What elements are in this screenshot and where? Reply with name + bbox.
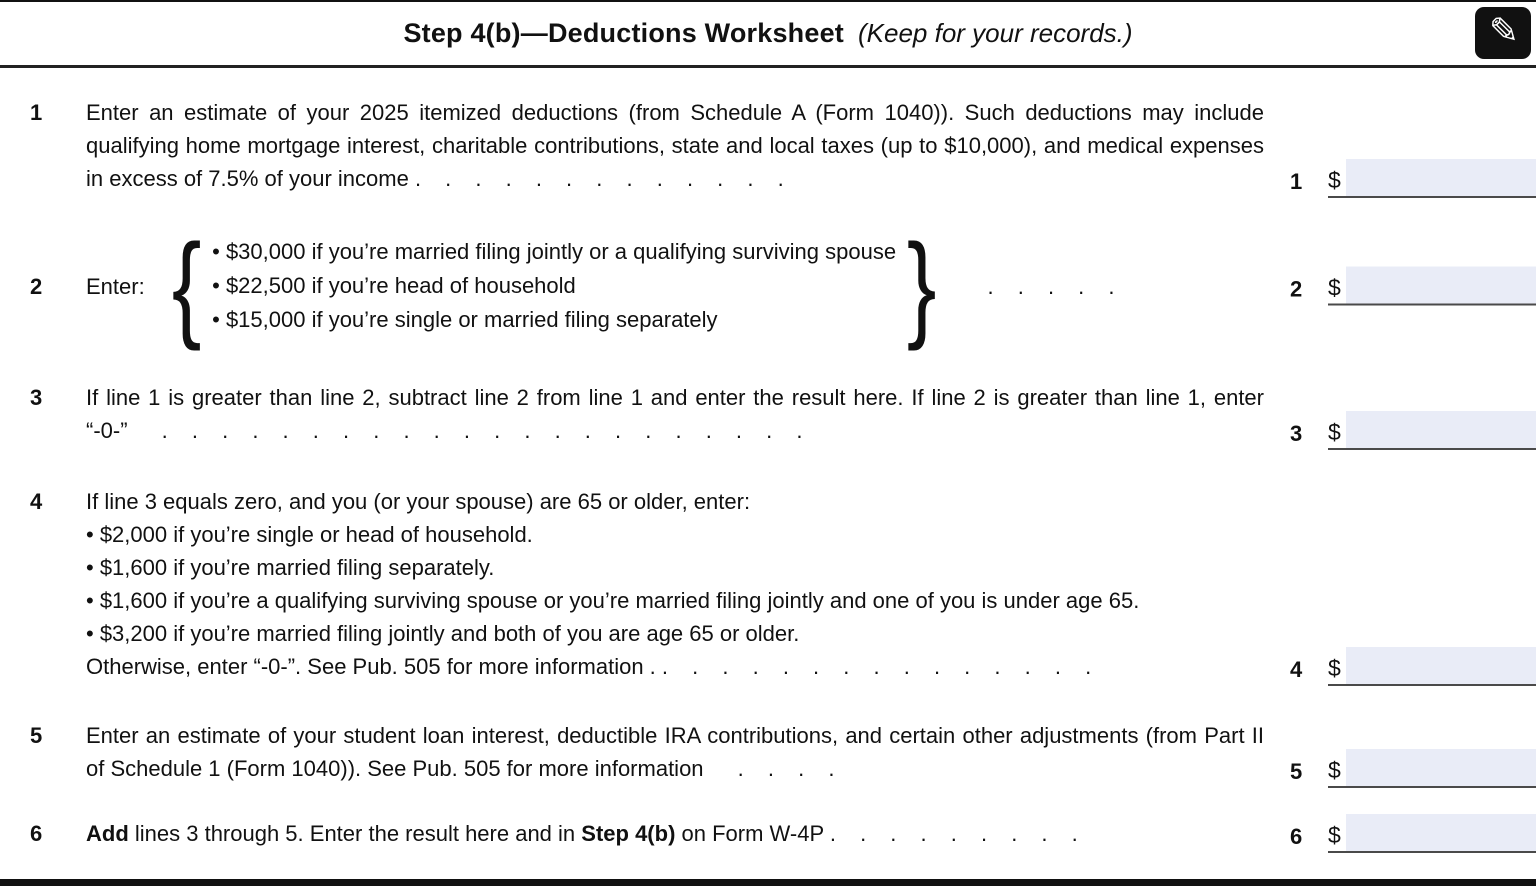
line-5-money bbox=[1328, 749, 1536, 788]
line-1-entry bbox=[1290, 159, 1536, 198]
dollar-sign: $ bbox=[1328, 757, 1341, 784]
line-5-entry-number: 5 bbox=[1290, 759, 1303, 785]
bullet-item: • $2,000 if you’re single or head of household. bbox=[86, 522, 533, 548]
bottom-divider bbox=[0, 879, 1536, 886]
line-3-number: 3 bbox=[30, 385, 43, 411]
line-3-entry bbox=[1290, 411, 1536, 450]
amount-field-4[interactable] bbox=[1346, 647, 1536, 684]
line-1-row bbox=[30, 96, 1536, 195]
line-1-number: 1 bbox=[30, 100, 43, 125]
line-3-text: If line 1 is greater than line 2, subtract line 2 from line 1 and enter the result here. If line 2 is greater than line 1, enter “-0-” . . . . . . . . . . . . . . . . . . . . . . bbox=[86, 385, 1264, 444]
dollar-sign: $ bbox=[1328, 419, 1341, 446]
line-5-number: 5 bbox=[30, 723, 43, 749]
amount-field-3[interactable] bbox=[1346, 411, 1536, 448]
pencil-icon[interactable] bbox=[1475, 7, 1531, 59]
dot-leader: . . . . . bbox=[987, 273, 1115, 299]
line-4-intro: If line 3 equals zero, and you (or your spouse) are 65 or older, enter: bbox=[86, 489, 751, 515]
worksheet-subtitle: (Keep for your records.) bbox=[858, 18, 1133, 48]
bullet-item: • $1,600 if you’re married filing separately. bbox=[86, 555, 495, 581]
right-brace: } bbox=[907, 220, 937, 352]
line-2-bullets bbox=[212, 235, 896, 337]
line-4-money bbox=[1328, 647, 1536, 686]
line-5-entry bbox=[1290, 749, 1536, 788]
bullet-item: • $22,500 if you’re head of household bbox=[212, 273, 576, 299]
worksheet-header bbox=[0, 0, 1536, 68]
line-3-row bbox=[30, 381, 1536, 447]
amount-field-1[interactable] bbox=[1346, 159, 1536, 196]
line-4-number: 4 bbox=[30, 489, 43, 515]
line-6-add-bold: Add bbox=[86, 821, 129, 847]
line-6-row bbox=[30, 817, 1536, 850]
line-2-entry-number: 2 bbox=[1290, 276, 1303, 302]
line-1-entry-number: 1 bbox=[1290, 169, 1303, 194]
amount-field-2[interactable] bbox=[1346, 267, 1536, 304]
dollar-sign: $ bbox=[1328, 655, 1341, 682]
dot-leader: . . . . . . . . . . . . . . . bbox=[661, 654, 1092, 680]
dollar-sign: $ bbox=[1328, 167, 1341, 193]
line-2-entry bbox=[1290, 267, 1536, 306]
amount-field-6[interactable] bbox=[1346, 814, 1536, 851]
worksheet-body bbox=[0, 68, 1536, 869]
bullet-item: • $30,000 if you’re married filing jointly or a qualifying surviving spouse bbox=[212, 239, 897, 265]
line-2-brace-group bbox=[86, 220, 1264, 352]
bullet-item: • $1,600 if you’re a qualifying surviving spouse or you’re married filing jointly and one of you is under age 65. bbox=[86, 588, 1140, 614]
line-6-text: Add lines 3 through 5. Enter the result here and in Step 4(b) on Form W-4P . . . . . . . . . bbox=[86, 821, 1078, 847]
line-2-money bbox=[1328, 267, 1536, 306]
pencil-glyph: ✎ bbox=[1488, 10, 1520, 51]
line-6-money bbox=[1328, 814, 1536, 853]
line-6-entry bbox=[1290, 814, 1536, 853]
line-6-entry-number: 6 bbox=[1290, 824, 1303, 850]
line-6-step-bold: Step 4(b) bbox=[581, 821, 676, 847]
line-5-row bbox=[30, 719, 1536, 785]
line-6-number: 6 bbox=[30, 821, 43, 847]
line-3-money bbox=[1328, 411, 1536, 450]
dot-leader: . . . . . . . . . . . . . bbox=[414, 166, 784, 191]
line-1-text: Enter an estimate of your 2025 itemized deductions (from Schedule A (Form 1040)). Such deductions may include qualifying home mortgage interest, charitable contributions, state and local taxes (up to $10,000), and medical expenses in excess of 7.5% of your income . . . . . . . . . . . . . bbox=[86, 100, 1264, 191]
worksheet-title: Step 4(b)—Deductions Worksheet bbox=[403, 18, 844, 48]
line-4-outro: Otherwise, enter “-0-”. See Pub. 505 for more information . . . . . . . . . . . . . . . . bbox=[86, 654, 1092, 680]
dollar-sign: $ bbox=[1328, 274, 1341, 301]
dot-leader: . . . . bbox=[737, 756, 835, 782]
line-1-money bbox=[1328, 159, 1536, 198]
line-4-row bbox=[30, 485, 1536, 683]
dot-leader: . . . . . . . . . bbox=[829, 821, 1078, 847]
line-2-label: Enter: bbox=[86, 273, 145, 299]
amount-field-5[interactable] bbox=[1346, 749, 1536, 786]
line-4-entry bbox=[1290, 647, 1536, 686]
dot-leader: . . . . . . . . . . . . . . . . . . . . . . bbox=[161, 418, 803, 444]
left-brace: { bbox=[171, 220, 202, 352]
line-4-entry-number: 4 bbox=[1290, 657, 1303, 683]
bullet-item: • $3,200 if you’re married filing jointly and both of you are age 65 or older. bbox=[86, 621, 800, 647]
line-2-number: 2 bbox=[30, 273, 43, 299]
dollar-sign: $ bbox=[1328, 822, 1341, 849]
bullet-item: • $15,000 if you’re single or married filing separately bbox=[212, 307, 718, 333]
line-2-row bbox=[30, 220, 1536, 352]
line-3-entry-number: 3 bbox=[1290, 421, 1303, 447]
line-5-text: Enter an estimate of your student loan interest, deductible IRA contributions, and certain other adjustments (from Part II of Schedule 1 (Form 1040)). See Pub. 505 for more information . . . . bbox=[86, 723, 1264, 782]
